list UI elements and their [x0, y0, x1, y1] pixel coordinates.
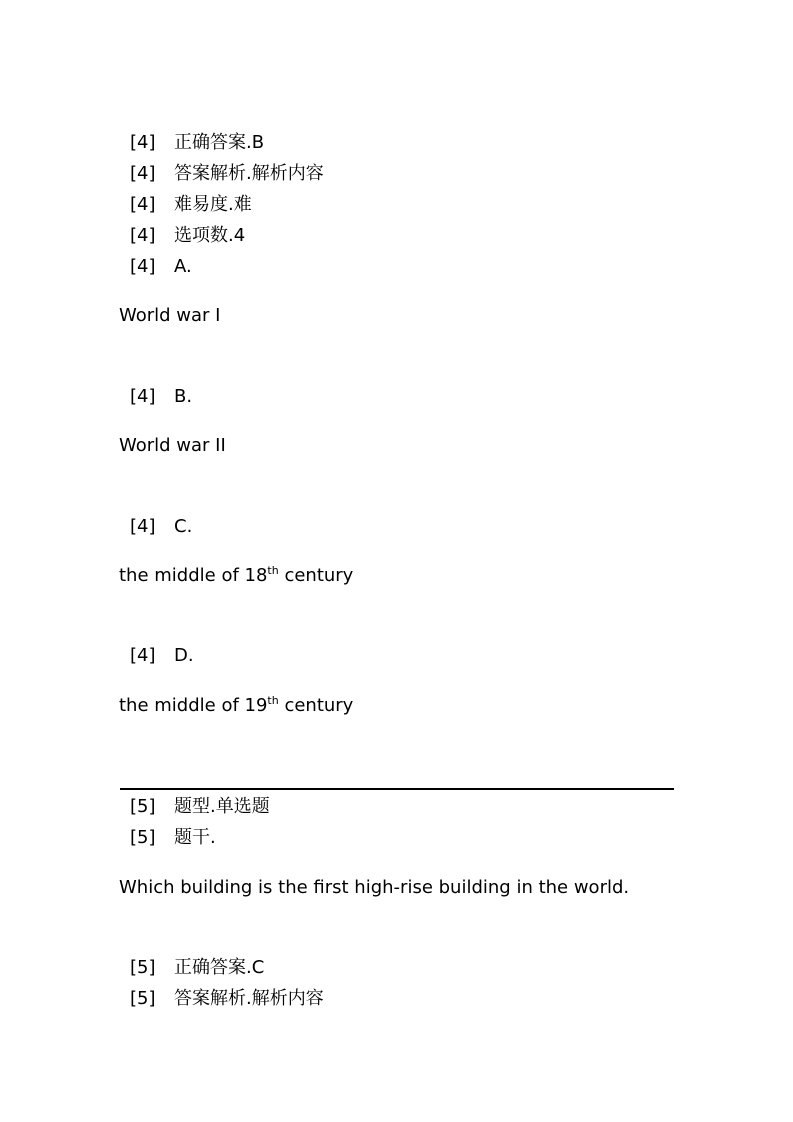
option-count: 选项数.4 — [174, 225, 246, 246]
q5-type-row — [130, 796, 270, 818]
q4-analysis-row — [130, 163, 324, 185]
option-b-text: World war II — [119, 435, 226, 456]
option-c-text-tail: century — [278, 565, 354, 586]
option-a-text: World war I — [119, 305, 221, 326]
q4-option-count-row — [130, 225, 245, 247]
q5-stem-label-row — [130, 827, 216, 849]
question-divider — [120, 788, 674, 790]
question-number: [5] — [130, 827, 156, 848]
question-number: [5] — [130, 796, 156, 817]
option-d-label: D. — [174, 645, 194, 666]
q5-analysis-row — [130, 988, 324, 1010]
option-c-text-main: the middle of 18 — [119, 565, 268, 586]
q4-difficulty-row — [130, 194, 252, 216]
question-number: [4] — [130, 516, 156, 537]
option-c-label: C. — [174, 516, 193, 537]
answer-analysis: 答案解析.解析内容 — [174, 988, 324, 1009]
correct-answer: 正确答案.B — [174, 132, 265, 153]
q4-option-b-label-row — [130, 386, 192, 408]
question-number: [4] — [130, 194, 156, 215]
q5-answer-row — [130, 957, 264, 979]
answer-analysis: 答案解析.解析内容 — [174, 163, 324, 184]
question-number: [4] — [130, 386, 156, 407]
question-number: [4] — [130, 256, 156, 277]
option-c-text — [119, 565, 353, 587]
option-d-ordinal-suffix: th — [267, 694, 279, 707]
correct-answer: 正确答案.C — [174, 957, 265, 978]
option-c-ordinal-suffix: th — [267, 564, 279, 577]
question-type: 题型.单选题 — [174, 796, 270, 817]
question-number: [4] — [130, 645, 156, 666]
option-d-text-main: the middle of 19 — [119, 695, 268, 716]
question-number: [5] — [130, 957, 156, 978]
option-d-text — [119, 695, 353, 717]
question-number: [4] — [130, 132, 156, 153]
option-d-text-tail: century — [278, 695, 354, 716]
q4-option-a-label-row — [130, 256, 192, 278]
question-number: [4] — [130, 163, 156, 184]
question-number: [5] — [130, 988, 156, 1009]
difficulty: 难易度.难 — [174, 194, 252, 215]
q4-option-c-label-row — [130, 516, 192, 538]
q4-answer-row — [130, 132, 264, 154]
question-number: [4] — [130, 225, 156, 246]
q4-option-d-label-row — [130, 645, 194, 667]
option-a-label: A. — [174, 256, 192, 277]
option-b-label: B. — [174, 386, 193, 407]
question-stem-label: 题干. — [174, 827, 216, 848]
question-stem-text: Which building is the first high-rise building in the world. — [119, 877, 630, 898]
